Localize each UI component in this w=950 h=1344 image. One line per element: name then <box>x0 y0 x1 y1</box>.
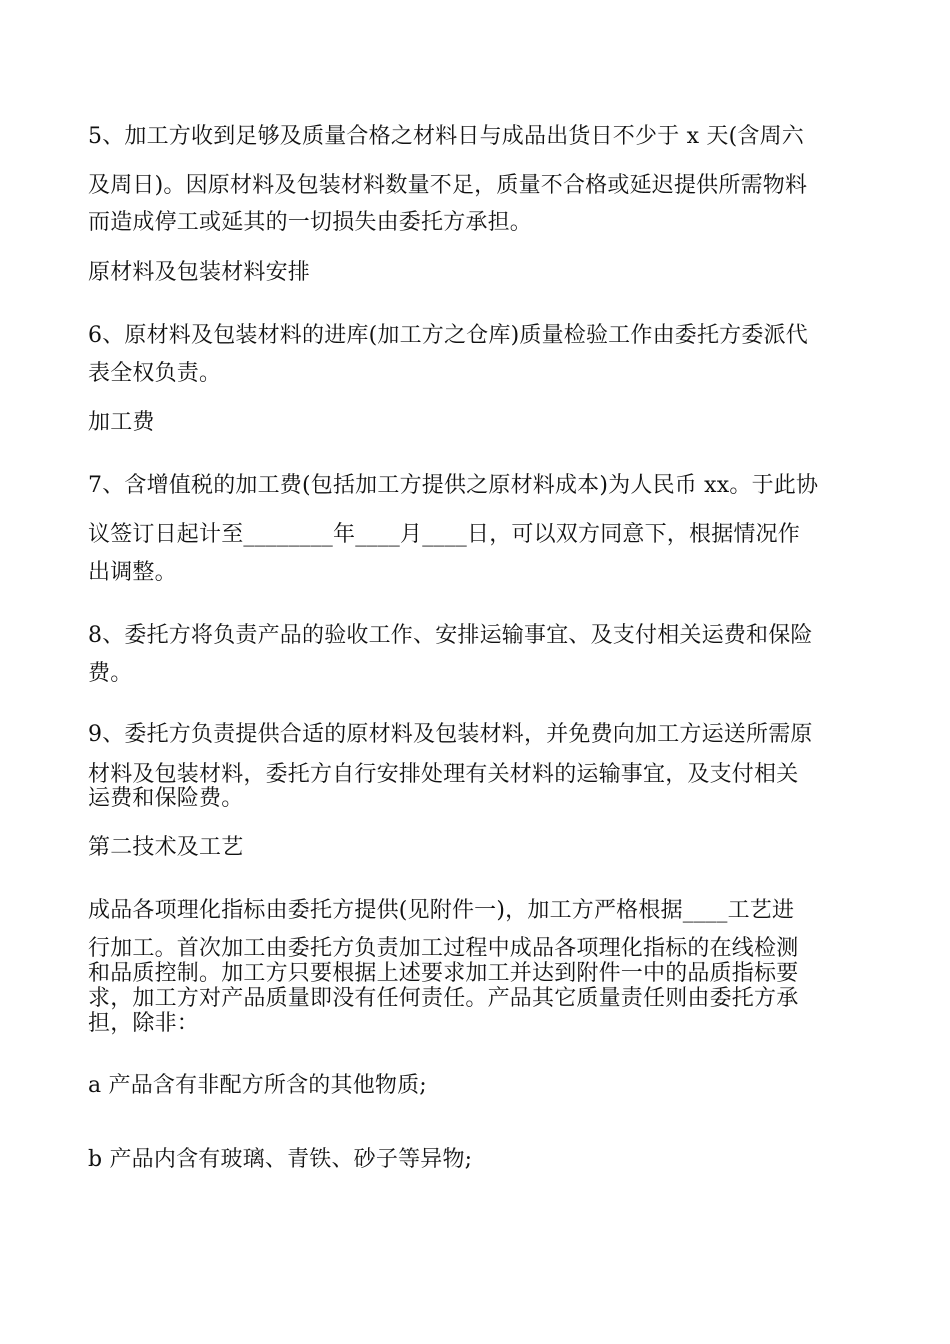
clause-8-line-1: 8、委托方将负责产品的验收工作、安排运输事宜、及支付相关运费和保险 <box>88 623 813 648</box>
tech-paragraph-line-1: 成品各项理化指标由委托方提供(见附件一)，加工方严格根据____工艺进 <box>88 898 795 923</box>
clause-7-line-3: 出调整。 <box>88 560 177 585</box>
clause-6-line-1: 6、原材料及包装材料的进库(加工方之仓库)质量检验工作由委托方委派代 <box>88 323 808 348</box>
clause-9-line-1: 9、委托方负责提供合适的原材料及包装材料，并免费向加工方运送所需原 <box>88 722 813 747</box>
clause-9-line-3: 运费和保险费。 <box>88 786 244 811</box>
clause-7-line-2: 议签订日起计至________年____月____日，可以双方同意下，根据情况作 <box>88 522 801 547</box>
exception-item-a: a 产品含有非配方所含的其他物质; <box>88 1073 427 1098</box>
exception-item-b: b 产品内含有玻璃、青铁、砂子等异物; <box>88 1147 473 1172</box>
tech-paragraph-line-5: 担，除非： <box>88 1011 200 1036</box>
clause-7-line-1: 7、含增值税的加工费(包括加工方提供之原材料成本)为人民币 xx。于此协 <box>88 473 819 498</box>
clause-5-line-2: 及周日)。因原材料及包装材料数量不足，质量不合格或延迟提供所需物料 <box>88 173 808 198</box>
heading-materials-arrangement: 原材料及包装材料安排 <box>88 260 311 285</box>
heading-processing-fee: 加工费 <box>88 410 155 435</box>
clause-6-line-2: 表全权负责。 <box>88 361 222 386</box>
heading-technology-process: 第二技术及工艺 <box>88 835 244 860</box>
clause-9-line-2: 材料及包装材料，委托方自行安排处理有关材料的运输事宜，及支付相关 <box>88 762 799 787</box>
tech-paragraph-line-4: 求，加工方对产品质量即没有任何责任。产品其它质量责任则由委托方承 <box>88 986 799 1011</box>
clause-8-line-2: 费。 <box>88 661 133 686</box>
clause-5-line-3: 而造成停工或延其的一切损失由委托方承担。 <box>88 210 533 235</box>
tech-paragraph-line-3: 和品质控制。加工方只要根据上述要求加工并达到附件一中的品质指标要 <box>88 961 799 986</box>
tech-paragraph-line-2: 行加工。首次加工由委托方负责加工过程中成品各项理化指标的在线检测 <box>88 936 799 961</box>
clause-5-line-1: 5、加工方收到足够及质量合格之材料日与成品出货日不少于 x 天(含周六 <box>88 124 804 149</box>
